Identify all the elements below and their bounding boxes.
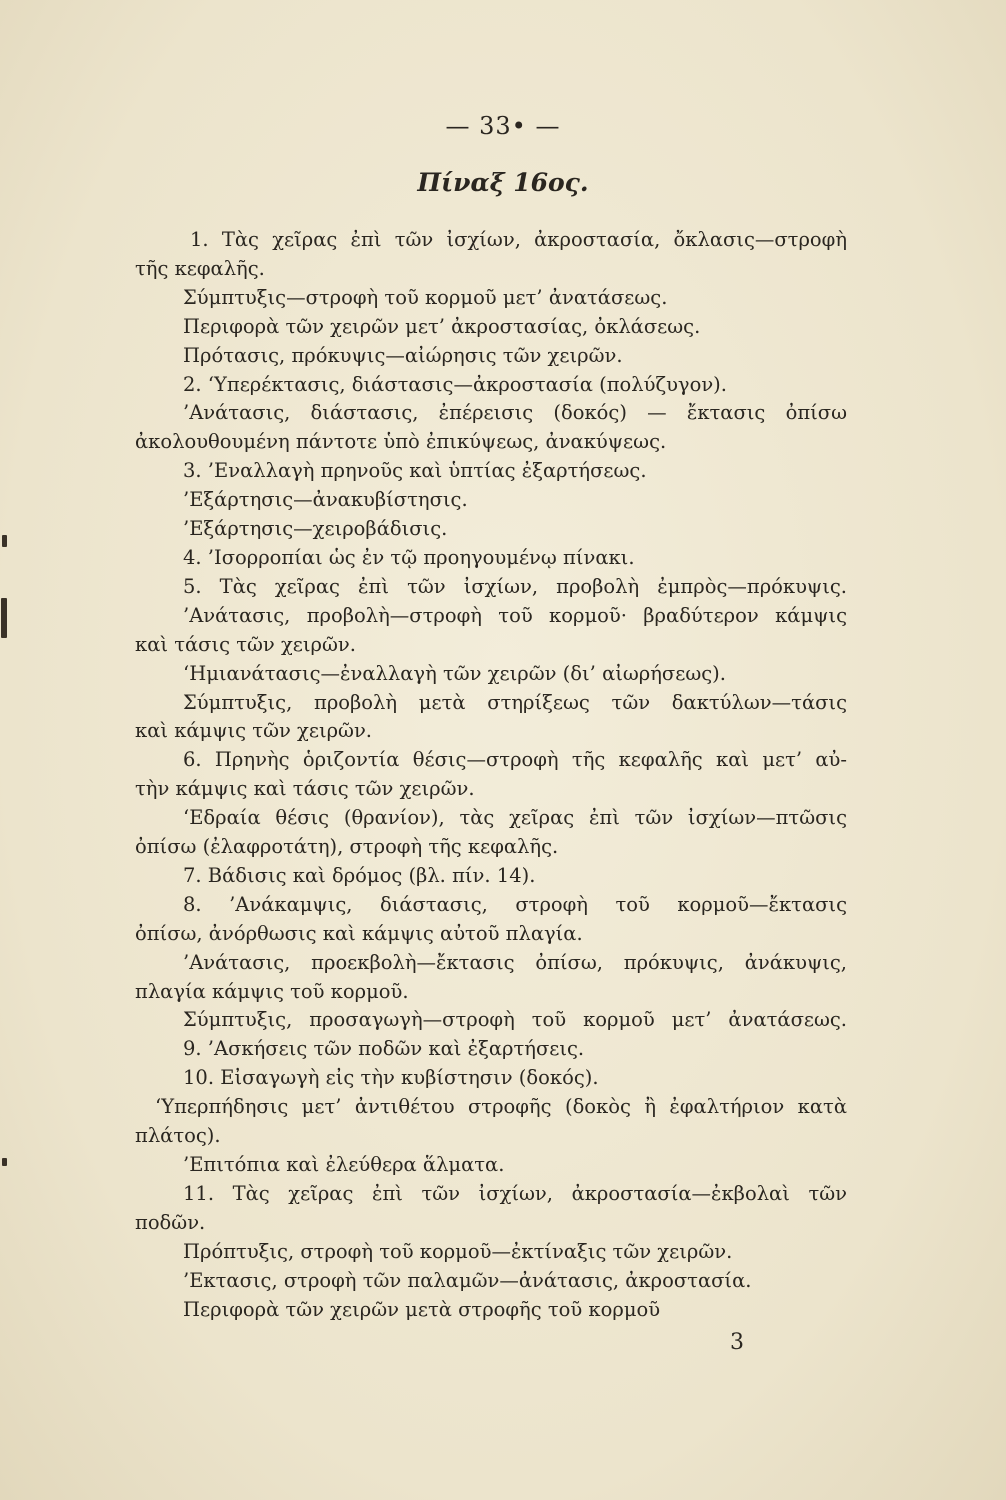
text-line: Σύμπτυξις, προβολὴ μετὰ στηρίξεως τῶν δακτύλων—τάσις xyxy=(183,690,847,714)
text-line: Πρόπτυξις, στροφὴ τοῦ κορμοῦ—ἐκτίναξις τῶν χειρῶν. xyxy=(183,1239,733,1263)
margin-mark xyxy=(1,598,7,638)
text-line: Σύμπτυξις, προσαγωγὴ—στροφὴ τοῦ κορμοῦ μετ’ ἀνατάσεως. xyxy=(183,1008,847,1032)
text-line: ὀπίσω, ἀνόρθωσις καὶ κάμψις αὐτοῦ πλαγία. xyxy=(135,921,583,945)
text-line: 7. Βάδισις καὶ δρόμος (βλ. πίν. 14). xyxy=(183,863,536,887)
text-line: Σύμπτυξις—στροφὴ τοῦ κορμοῦ μετ’ ἀνατάσεως. xyxy=(183,285,668,309)
signature-mark: 3 xyxy=(730,1330,744,1355)
text-line: 2. ‘Υπερέκτασις, διάστασις—ἀκροστασία (πολύζυγον). xyxy=(183,372,727,396)
text-line: 6. Πρηνὴς ὁριζοντία θέσις—στροφὴ τῆς κεφαλῆς καὶ μετ’ αὐ- xyxy=(183,748,847,772)
text-line: ‘Εδραία θέσις (θρανίον), τὰς χεῖρας ἐπὶ τῶν ἰσχίων—πτῶσις xyxy=(183,806,847,830)
text-line: ’Επιτόπια καὶ ἐλεύθερα ἅλματα. xyxy=(183,1153,505,1176)
text-line: 10. Εἰσαγωγὴ εἰς τὴν κυβίστησιν (δοκός). xyxy=(183,1066,599,1090)
page-number: — 33• — xyxy=(445,112,561,140)
text-line: Περιφορὰ τῶν χειρῶν μετ’ ἀκροστασίας, ὀκλάσεως. xyxy=(183,314,701,338)
text-line: ’Εξάρτησις—ἀνακυβίστησις. xyxy=(183,488,468,512)
text-line: Πρότασις, πρόκυψις—αἰώρησις τῶν χειρῶν. xyxy=(183,343,623,367)
text-line: 4. ’Ισορροπίαι ὡς ἐν τῷ προηγουμένῳ πίνακι. xyxy=(183,545,635,569)
text-line: ‘Ημιανάτασις—ἐναλλαγὴ τῶν χειρῶν (δι’ αἰωρήσεως). xyxy=(183,661,726,685)
text-line: 9. ’Ασκήσεις τῶν ποδῶν καὶ ἐξαρτήσεις. xyxy=(183,1037,585,1061)
text-line: Περιφορὰ τῶν χειρῶν μετὰ στροφῆς τοῦ κορμοῦ xyxy=(183,1297,661,1321)
text-line: ’Ανάτασις, διάστασις, ἐπέρεισις (δοκός) — ἔκτασις ὀπίσω xyxy=(183,401,847,425)
margin-mark xyxy=(2,1158,7,1166)
page-title: Πίναξ 16ος. xyxy=(417,168,589,197)
text-line: ’Ανάτασις, προεκβολὴ—ἔκτασις ὀπίσω, πρόκυψις, ἀνάκυψις, xyxy=(183,950,847,974)
text-line: πλάτος). xyxy=(135,1124,221,1148)
text-line: ἀκολουθουμένη πάντοτε ὑπὸ ἐπικύψεως, ἀνακύψεως. xyxy=(135,430,667,454)
margin-mark xyxy=(2,535,7,547)
text-line: 1. Τὰς χεῖρας ἐπὶ τῶν ἰσχίων, ἀκροστασία, ὄκλασις—στροφὴ xyxy=(190,228,847,251)
text-line: 11. Τὰς χεῖρας ἐπὶ τῶν ἰσχίων, ἀκροστασία—ἐκβολαὶ τῶν xyxy=(183,1181,847,1205)
text-line: πλαγία κάμψις τοῦ κορμοῦ. xyxy=(135,979,409,1003)
text-line: 8. ’Ανάκαμψις, διάστασις, στροφὴ τοῦ κορμοῦ—ἔκτασις xyxy=(183,892,847,916)
text-line: καὶ κάμψις τῶν χειρῶν. xyxy=(135,719,373,743)
text-line: 5. Τὰς χεῖρας ἐπὶ τῶν ἰσχίων, προβολὴ ἐμπρὸς—πρόκυψις. xyxy=(183,574,847,598)
text-line: καὶ τάσις τῶν χειρῶν. xyxy=(135,632,356,656)
exercise-list xyxy=(135,226,847,1324)
text-line: ’Εκτασις, στροφὴ τῶν παλαμῶν—ἀνάτασις, ἀκροστασία. xyxy=(183,1268,752,1292)
text-line: τῆς κεφαλῆς. xyxy=(135,256,265,280)
text-line: 3. ’Εναλλαγὴ πρηνοῦς καὶ ὑπτίας ἐξαρτήσεως. xyxy=(183,459,647,483)
text-line: ποδῶν. xyxy=(135,1210,206,1234)
text-line: ’Εξάρτησις—χειροβάδισις. xyxy=(183,517,448,541)
text-line: ’Ανάτασις, προβολὴ—στροφὴ τοῦ κορμοῦ· βραδύτερον κάμψις xyxy=(183,603,847,627)
text-line: ‘Υπερπήδησις μετ’ ἀντιθέτου στροφῆς (δοκὸς ἢ ἐφαλτήριον κατὰ xyxy=(155,1095,847,1119)
text-line: ὀπίσω (ἐλαφροτάτη), στροφὴ τῆς κεφαλῆς. xyxy=(135,835,559,859)
text-line: τὴν κάμψις καὶ τάσις τῶν χειρῶν. xyxy=(135,777,475,801)
